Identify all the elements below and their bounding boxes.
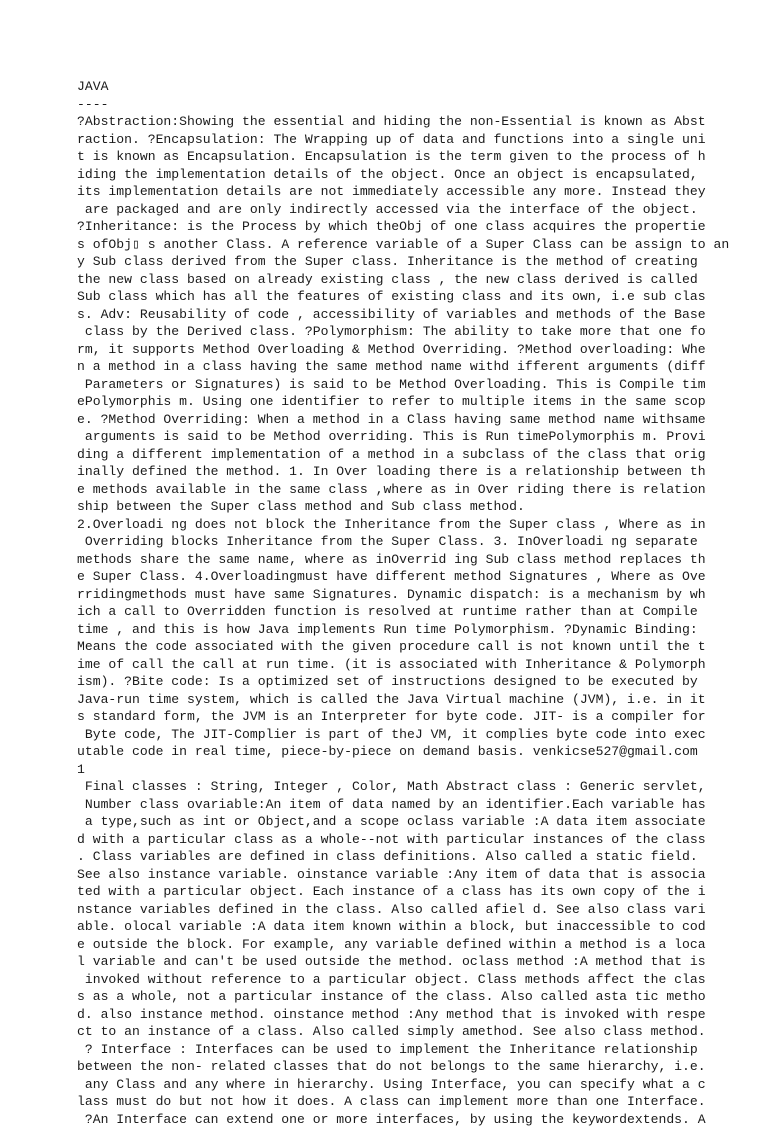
text-line: ? Interface : Interfaces can be used to implement the Inheritance relationship [77,1041,729,1059]
text-line: time , and this is how Java implements Run time Polymorphism. ?Dynamic Binding: [77,621,729,639]
text-line: s ofObj▯ s another Class. A reference variable of a Super Class can be assign to an [77,236,729,254]
text-line: utable code in real time, piece-by-piece on demand basis. venkicse527@gmail.com [77,743,729,761]
text-line: class by the Derived class. ?Polymorphism: The ability to take more that one fo [77,323,729,341]
text-line: methods share the same name, where as inOverrid ing Sub class method replaces th [77,551,729,569]
text-line: Final classes : String, Integer , Color, Math Abstract class : Generic servlet, [77,778,729,796]
text-line: Parameters or Signatures) is said to be Method Overloading. This is Compile tim [77,376,729,394]
text-line: Byte code, The JIT-Complier is part of theJ VM, it complies byte code into exec [77,726,729,744]
text-line: 2.Overloadi ng does not block the Inheritance from the Super class , Where as in [77,516,729,534]
text-line: d with a particular class as a whole--not with particular instances of the class [77,831,729,849]
text-line: ct to an instance of a class. Also called simply amethod. See also class method. [77,1023,729,1041]
text-line: raction. ?Encapsulation: The Wrapping up of data and functions into a single uni [77,131,729,149]
text-line: Overriding blocks Inheritance from the Super Class. 3. InOverloadi ng separate [77,533,729,551]
text-line: ?An Interface can extend one or more interfaces, by using the keywordextends. A [77,1111,729,1128]
text-line: s as a whole, not a particular instance of the class. Also called asta tic metho [77,988,729,1006]
text-line: s. Adv: Reusability of code , accessibility of variables and methods of the Base [77,306,729,324]
text-line: inally defined the method. 1. In Over loading there is a relationship between th [77,463,729,481]
text-line: the new class based on already existing class , the new class derived is called [77,271,729,289]
text-line: arguments is said to be Method overriding. This is Run timePolymorphis m. Provi [77,428,729,446]
text-line: e methods available in the same class ,where as in Over riding there is relation [77,481,729,499]
text-line: ich a call to Overridden function is resolved at runtime rather than at Compile [77,603,729,621]
text-line: See also instance variable. oinstance variable :Any item of data that is associa [77,866,729,884]
text-line: ?Inheritance: is the Process by which theObj of one class acquires the propertie [77,218,729,236]
text-line: e Super Class. 4.Overloadingmust have different method Signatures , Where as Ove [77,568,729,586]
text-line: e. ?Method Overriding: When a method in a Class having same method name withsame [77,411,729,429]
text-line: . Class variables are defined in class definitions. Also called a static field. [77,848,729,866]
text-line: d. also instance method. oinstance method :Any method that is invoked with respe [77,1006,729,1024]
text-line: s standard form, the JVM is an Interpreter for byte code. JIT- is a compiler for [77,708,729,726]
text-line: ted with a particular object. Each instance of a class has its own copy of the i [77,883,729,901]
text-line: rridingmethods must have same Signatures. Dynamic dispatch: is a mechanism by wh [77,586,729,604]
text-line: invoked without reference to a particular object. Class methods affect the clas [77,971,729,989]
text-line: are packaged and are only indirectly accessed via the interface of the object. [77,201,729,219]
text-line: 1 [77,761,729,779]
text-line: ---- [77,96,729,114]
text-line: ship between the Super class method and Sub class method. [77,498,729,516]
text-line: ime of call the call at run time. (it is associated with Inheritance & Polymorph [77,656,729,674]
text-line: its implementation details are not immediately accessible any more. Instead they [77,183,729,201]
text-line: nstance variables defined in the class. Also called afiel d. See also class vari [77,901,729,919]
text-line: a type,such as int or Object,and a scope oclass variable :A data item associate [77,813,729,831]
text-line: ePolymorphis m. Using one identifier to refer to multiple items in the same scop [77,393,729,411]
text-line: any Class and any where in hierarchy. Using Interface, you can specify what a c [77,1076,729,1094]
text-line: rm, it supports Method Overloading & Method Overriding. ?Method overloading: Whe [77,341,729,359]
text-line: y Sub class derived from the Super class. Inheritance is the method of creating [77,253,729,271]
text-line: lass must do but not how it does. A class can implement more than one Interface. [77,1093,729,1111]
text-line: t is known as Encapsulation. Encapsulation is the term given to the process of h [77,148,729,166]
text-line: Java-run time system, which is called the Java Virtual machine (JVM), i.e. in it [77,691,729,709]
text-line: able. olocal variable :A data item known within a block, but inaccessible to cod [77,918,729,936]
text-line: n a method in a class having the same method name withd ifferent arguments (diff [77,358,729,376]
text-line: Sub class which has all the features of existing class and its own, i.e sub clas [77,288,729,306]
text-line: iding the implementation details of the object. Once an object is encapsulated, [77,166,729,184]
text-line: JAVA [77,78,729,96]
text-line: ?Abstraction:Showing the essential and hiding the non-Essential is known as Abst [77,113,729,131]
text-line: ism). ?Bite code: Is a optimized set of instructions designed to be executed by [77,673,729,691]
text-line: Number class ovariable:An item of data named by an identifier.Each variable has [77,796,729,814]
document-text [77,78,729,1128]
text-line: between the non- related classes that do not belongs to the same hierarchy, i.e. [77,1058,729,1076]
text-line: Means the code associated with the given procedure call is not known until the t [77,638,729,656]
text-line: l variable and can't be used outside the method. oclass method :A method that is [77,953,729,971]
text-line: ding a different implementation of a method in a subclass of the class that orig [77,446,729,464]
text-line: e outside the block. For example, any variable defined within a method is a loca [77,936,729,954]
